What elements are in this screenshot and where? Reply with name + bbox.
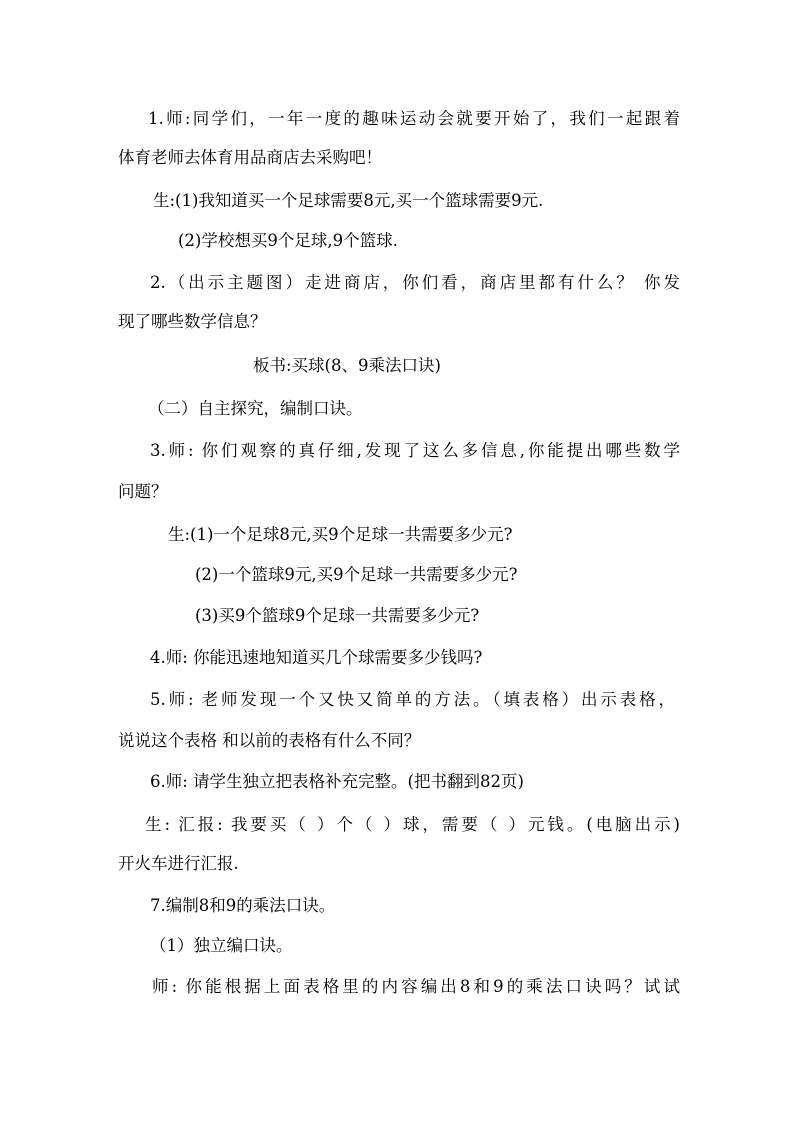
paragraph-line: 师: 你能根据上面表格里的内容编出8和9的乘法口诀吗？试试 <box>152 977 680 996</box>
paragraph-line: 生:(1)一个足球8元,买9个足球一共需要多少元? <box>168 525 513 544</box>
paragraph-line: （1）独立编口诀。 <box>150 936 293 955</box>
paragraph-line: 4.师: 你能迅速地知道买几个球需要多少钱吗? <box>150 648 483 667</box>
paragraph-line: 1.师:同学们，一年一度的趣味运动会就要开始了，我们一起跟着 <box>148 109 680 128</box>
paragraph-line: (2)一个篮球9元,买9个足球一共需要多少元? <box>195 565 518 584</box>
paragraph-line: 2.（出示主题图）走进商店，你们看，商店里都有什么？ 你发 <box>150 273 680 292</box>
paragraph-line: 体育老师去体育用品商店去采购吧！ <box>118 148 382 167</box>
paragraph-line: 3.师: 你们观察的真仔细,发现了这么多信息,你能提出哪些数学 <box>150 441 680 460</box>
paragraph-line: 7.编制8和9的乘法口诀。 <box>150 896 336 915</box>
paragraph-line: (3)买9个篮球9个足球一共需要多少元? <box>195 606 480 625</box>
paragraph-line: (2)学校想买9个足球,9个篮球. <box>178 231 398 250</box>
paragraph-line: 开火车进行汇报. <box>118 854 239 873</box>
section-heading: （二）自主探究，编制口诀。 <box>148 399 363 418</box>
paragraph-line: 说说这个表格 和以前的表格有什么不同？ <box>118 731 421 750</box>
paragraph-line: 现了哪些数学信息？ <box>118 312 267 331</box>
paragraph-line: 6.师: 请学生独立把表格补充完整。(把书翻到82页) <box>150 772 524 791</box>
paragraph-line: 生:(1)我知道买一个足球需要8元,买一个篮球需要9元. <box>153 191 544 210</box>
paragraph-line: 5.师: 老师发现一个又快又简单的方法。（填表格）出示表格， <box>150 690 675 709</box>
paragraph-line: 问题？ <box>118 482 168 501</box>
blackboard-title: 板书:买球(8、9乘法口诀) <box>253 356 441 375</box>
paragraph-line: 生: 汇报: 我要买（ ）个（ ）球，需要（ ）元钱。(电脑出示) <box>145 815 680 834</box>
